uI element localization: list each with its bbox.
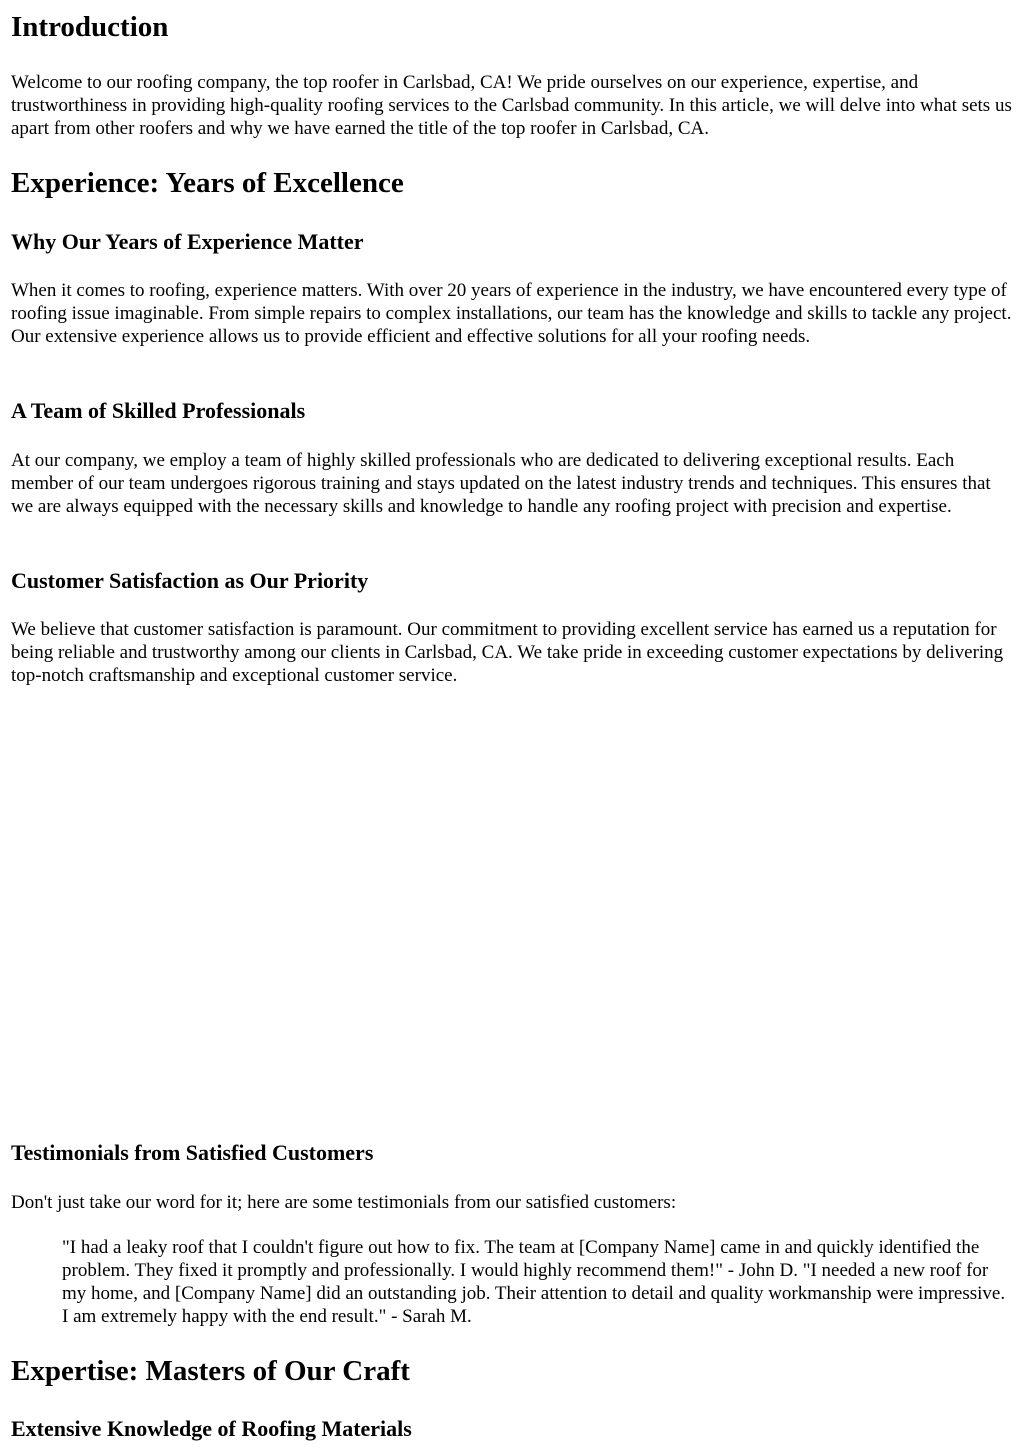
testimonials-quote: "I had a leaky roof that I couldn't figure out how to fix. The team at [Company Name] came in and quickly identified the problem. They fixed it promptly and professionally. I would highly recommend them!" - John D. "I needed a new roof for my home, and [Company Name] did an outstanding job. Their attention to detail and quality workmanship were impressive. I am extremely happy with the end result." - Sarah M. <box>62 1237 1006 1327</box>
team-paragraph: At our company, we employ a team of highly skilled professionals who are dedicated to delivering exceptional results. Each member of our team undergoes rigorous training and stays updated on the latest industry trends and techniques. This ensures that we are always equipped with the necessary skills and knowledge to handle any roofing project with precision and expertise. <box>11 450 991 517</box>
testimonials-intro: Don't just take our word for it; here are some testimonials from our satisfied customers: <box>11 1192 677 1213</box>
testimonials-heading: Testimonials from Satisfied Customers <box>11 1140 374 1165</box>
intro-paragraph: Welcome to our roofing company, the top roofer in Carlsbad, CA! We pride ourselves on our experience, expertise, and trustworthiness in providing high-quality roofing services to the Carlsbad community. In this article, we will delve into what sets us apart from other roofers and why we have earned the title of the top roofer in Carlsbad, CA. <box>11 72 1012 139</box>
intro-heading: Introduction <box>11 11 169 43</box>
team-heading: A Team of Skilled Professionals <box>11 398 306 423</box>
why-experience-heading: Why Our Years of Experience Matter <box>11 229 364 254</box>
expertise-heading: Expertise: Masters of Our Craft <box>11 1355 410 1387</box>
materials-heading: Extensive Knowledge of Roofing Materials <box>11 1416 412 1441</box>
why-experience-paragraph: When it comes to roofing, experience matters. With over 20 years of experience in the industry, we have encountered every type of roofing issue imaginable. From simple repairs to complex installations, our team has the knowledge and skills to tackle any project. Our extensive experience allows us to provide efficient and effective solutions for all your roofing needs. <box>11 280 1012 347</box>
experience-heading: Experience: Years of Excellence <box>11 167 404 199</box>
satisfaction-heading: Customer Satisfaction as Our Priority <box>11 568 369 593</box>
satisfaction-paragraph: We believe that customer satisfaction is paramount. Our commitment to providing excellent service has earned us a reputation for being reliable and trustworthy among our clients in Carlsbad, CA. We take pride in exceeding customer expectations by delivering top-notch craftsmanship and exceptional customer service. <box>11 619 1004 686</box>
